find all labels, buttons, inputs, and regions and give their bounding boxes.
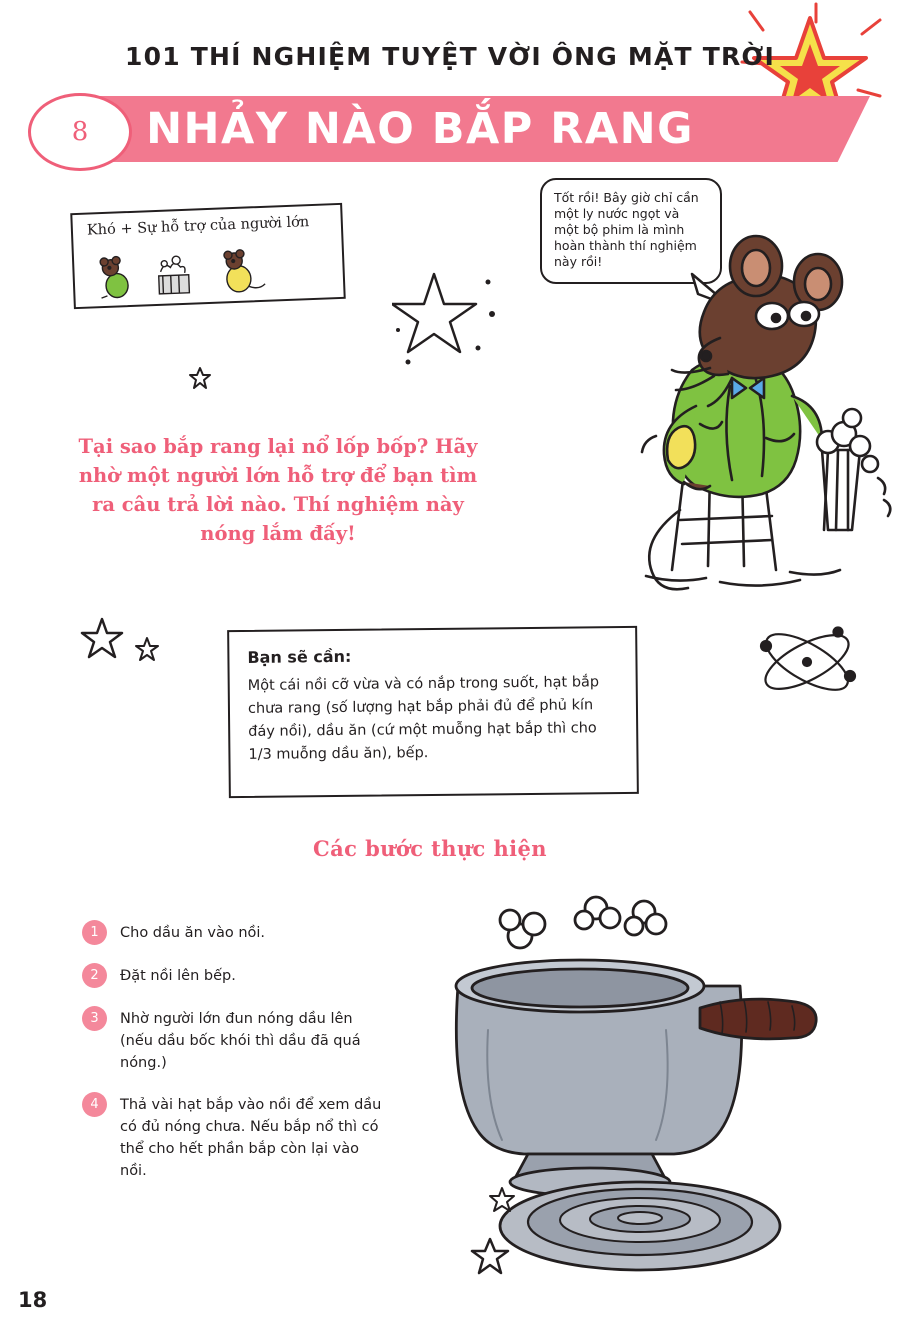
step-text: Thả vài hạt bắp vào nồi để xem dầu có đủ nóng chưa. Nếu bắp nổ thì có thể cho hết phần bắp còn lại vào nồi. xyxy=(120,1097,382,1179)
step-text: Nhờ người lớn đun nóng dầu lên (nếu dầu bốc khói thì dầu đã quá nóng.) xyxy=(120,1011,361,1071)
materials-title: Bạn sẽ cần: xyxy=(247,646,352,667)
steps-heading: Các bước thực hiện xyxy=(313,836,547,861)
step-number: 4 xyxy=(82,1092,107,1117)
star-outline-icon xyxy=(392,262,504,372)
step-number: 1 xyxy=(82,920,107,945)
series-title: 101 THÍ NGHIỆM TUYỆT VỜI ÔNG MẶT TRỜI xyxy=(125,42,775,71)
mouse-illustration xyxy=(560,210,900,600)
step-text: Đặt nồi lên bếp. xyxy=(120,968,236,984)
step-number: 3 xyxy=(82,1006,107,1031)
difficulty-box xyxy=(70,203,345,309)
materials-box xyxy=(227,626,639,798)
steps-list xyxy=(82,920,382,1200)
lesson-number-badge: 8 xyxy=(28,93,132,171)
list-item xyxy=(82,1092,382,1182)
materials-body: Một cái nồi cỡ vừa và có nắp trong suốt, hạt bắp chưa rang (số lượng hạt bắp phải đủ để phủ kín đáy nồi), dầu ăn (cứ một muỗng hạt bắp thì cho 1/3 muỗng dầu ăn), bếp. xyxy=(247,674,600,763)
difficulty-icons xyxy=(88,243,330,300)
atom-icon xyxy=(752,612,862,712)
star-outline-icon xyxy=(470,1236,510,1281)
list-item xyxy=(82,920,382,945)
star-outline-icon xyxy=(134,636,160,667)
star-outline-icon xyxy=(188,366,212,395)
star-outline-icon xyxy=(488,1186,516,1219)
list-item xyxy=(82,963,382,988)
page-number: 18 xyxy=(18,1288,48,1312)
pot-illustration xyxy=(400,890,880,1280)
star-outline-icon xyxy=(80,616,124,665)
speech-bubble-text: Tốt rồi! Bây giờ chỉ cần một ly nước ngọt và một bộ phim là mình hoàn thành thí nghiệm này rồi! xyxy=(554,190,699,269)
experiment-title: NHẢY NÀO BẮP RANG xyxy=(146,104,694,154)
step-number: 2 xyxy=(82,963,107,988)
list-item xyxy=(82,1006,382,1074)
intro-paragraph: Tại sao bắp rang lại nổ lốp bốp? Hãy nhờ một người lớn hỗ trợ để bạn tìm ra câu trả lời nào. Thí nghiệm này nóng lắm đấy! xyxy=(78,435,478,545)
step-text: Cho dầu ăn vào nồi. xyxy=(120,925,266,941)
difficulty-label: Khó + Sự hỗ trợ của người lớn xyxy=(86,214,310,239)
